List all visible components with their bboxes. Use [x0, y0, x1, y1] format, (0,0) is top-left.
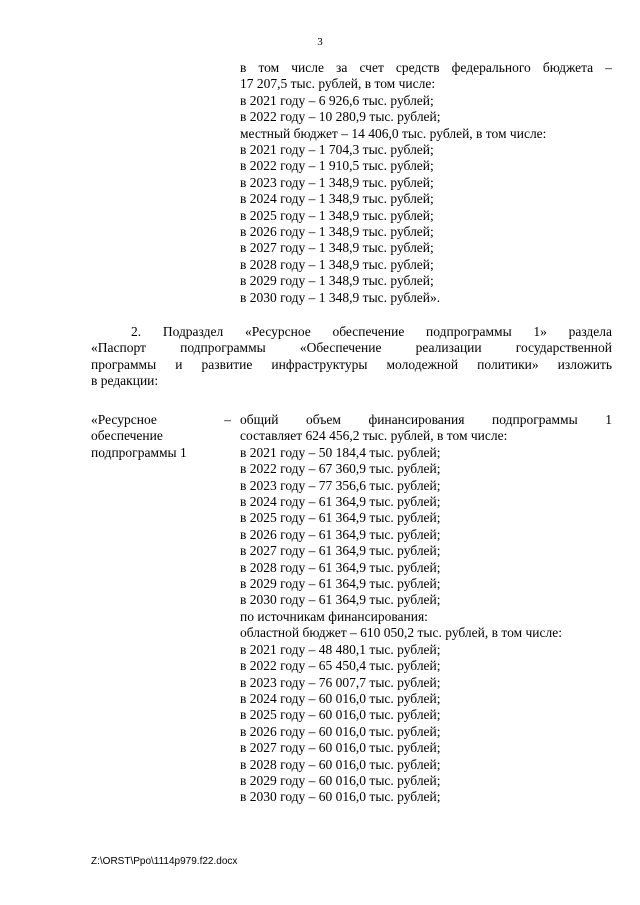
paragraph-line: программы и развитие инфраструктуры молодежной политики» изложить — [91, 356, 612, 372]
text-line: в 2028 году – 61 364,9 тыс. рублей; — [240, 559, 441, 575]
text-line: в 2027 году – 61 364,9 тыс. рублей; — [240, 543, 441, 559]
page-number: 3 — [317, 36, 323, 48]
text-line: в 2022 году – 1 910,5 тыс. рублей; — [240, 158, 434, 174]
text-line: в 2022 году – 65 450,4 тыс. рублей; — [240, 658, 441, 674]
text-line: в 2023 году – 76 007,7 тыс. рублей; — [240, 674, 441, 690]
text-line: в 2028 году – 60 016,0 тыс. рублей; — [240, 756, 441, 772]
text-line: в 2024 году – 61 364,9 тыс. рублей; — [240, 494, 441, 510]
section-label-line: обеспечение — [91, 428, 163, 444]
text-line: в 2024 году – 1 348,9 тыс. рублей; — [240, 191, 434, 207]
text-line: местный бюджет – 14 406,0 тыс. рублей, в том числе: — [240, 125, 547, 141]
section-label-line: подпрограммы 1 — [91, 444, 187, 460]
text-line: в 2029 году – 61 364,9 тыс. рублей; — [240, 576, 441, 592]
paragraph-line: в редакции: — [91, 373, 159, 389]
text-line: в 2021 году – 48 480,1 тыс. рублей; — [240, 641, 441, 657]
text-line: в 2021 году – 6 926,6 тыс. рублей; — [240, 92, 434, 108]
text-line: в 2025 году – 61 364,9 тыс. рублей; — [240, 510, 441, 526]
text-line: в 2021 году – 50 184,4 тыс. рублей; — [240, 444, 441, 460]
text-line: в том числе за счет средств федерального бюджета – — [240, 60, 612, 75]
section-label-dash: – — [224, 412, 231, 427]
text-line: в 2030 году – 61 364,9 тыс. рублей; — [240, 592, 441, 608]
text-line: в 2022 году – 10 280,9 тыс. рублей; — [240, 109, 441, 125]
text-line: в 2026 году – 60 016,0 тыс. рублей; — [240, 723, 441, 739]
file-path-footer: Z:\ORST\Ppo\1114p979.f22.docx — [91, 856, 238, 867]
text-line: в 2023 году – 77 356,6 тыс. рублей; — [240, 477, 441, 493]
text-line: в 2025 году – 1 348,9 тыс. рублей; — [240, 207, 434, 223]
text-line: по источникам финансирования: — [240, 608, 428, 624]
text-line: в 2029 году – 1 348,9 тыс. рублей; — [240, 273, 434, 289]
funding-details-block — [240, 60, 612, 306]
text-line: в 2025 году – 60 016,0 тыс. рублей; — [240, 707, 441, 723]
text-line: в 2026 году – 1 348,9 тыс. рублей; — [240, 224, 434, 240]
text-line: в 2027 году – 1 348,9 тыс. рублей; — [240, 240, 434, 256]
text-line: общий объем финансирования подпрограммы 1 — [240, 412, 612, 427]
section-label — [91, 412, 231, 461]
text-line: в 2030 году – 60 016,0 тыс. рублей; — [240, 789, 441, 805]
text-line: в 2023 году – 1 348,9 тыс. рублей; — [240, 174, 434, 190]
text-line: в 2030 году – 1 348,9 тыс. рублей». — [240, 289, 441, 305]
text-line: составляет 624 456,2 тыс. рублей, в том числе: — [240, 428, 508, 444]
section-label-first-line — [91, 412, 231, 428]
text-line: в 2022 году – 67 360,9 тыс. рублей; — [240, 461, 441, 477]
text-line: областной бюджет – 610 050,2 тыс. рублей, в том числе: — [240, 625, 562, 641]
section-label-line: «Ресурсное — [91, 412, 157, 427]
text-line: в 2024 году – 60 016,0 тыс. рублей; — [240, 690, 441, 706]
subprogram-funding-block — [240, 412, 612, 806]
amendment-paragraph — [91, 324, 612, 390]
text-line: в 2026 году – 61 364,9 тыс. рублей; — [240, 526, 441, 542]
text-line: в 2027 году – 60 016,0 тыс. рублей; — [240, 740, 441, 756]
paragraph-line: «Паспорт подпрограммы «Обеспечение реализации государственной — [91, 340, 612, 356]
paragraph-line: 2. Подраздел «Ресурсное обеспечение подпрограммы 1» раздела — [131, 324, 612, 339]
text-line: в 2029 году – 60 016,0 тыс. рублей; — [240, 772, 441, 788]
text-line: 17 207,5 тыс. рублей, в том числе: — [240, 76, 436, 92]
text-line: в 2028 году – 1 348,9 тыс. рублей; — [240, 256, 434, 272]
text-line: в 2021 году – 1 704,3 тыс. рублей; — [240, 142, 434, 158]
